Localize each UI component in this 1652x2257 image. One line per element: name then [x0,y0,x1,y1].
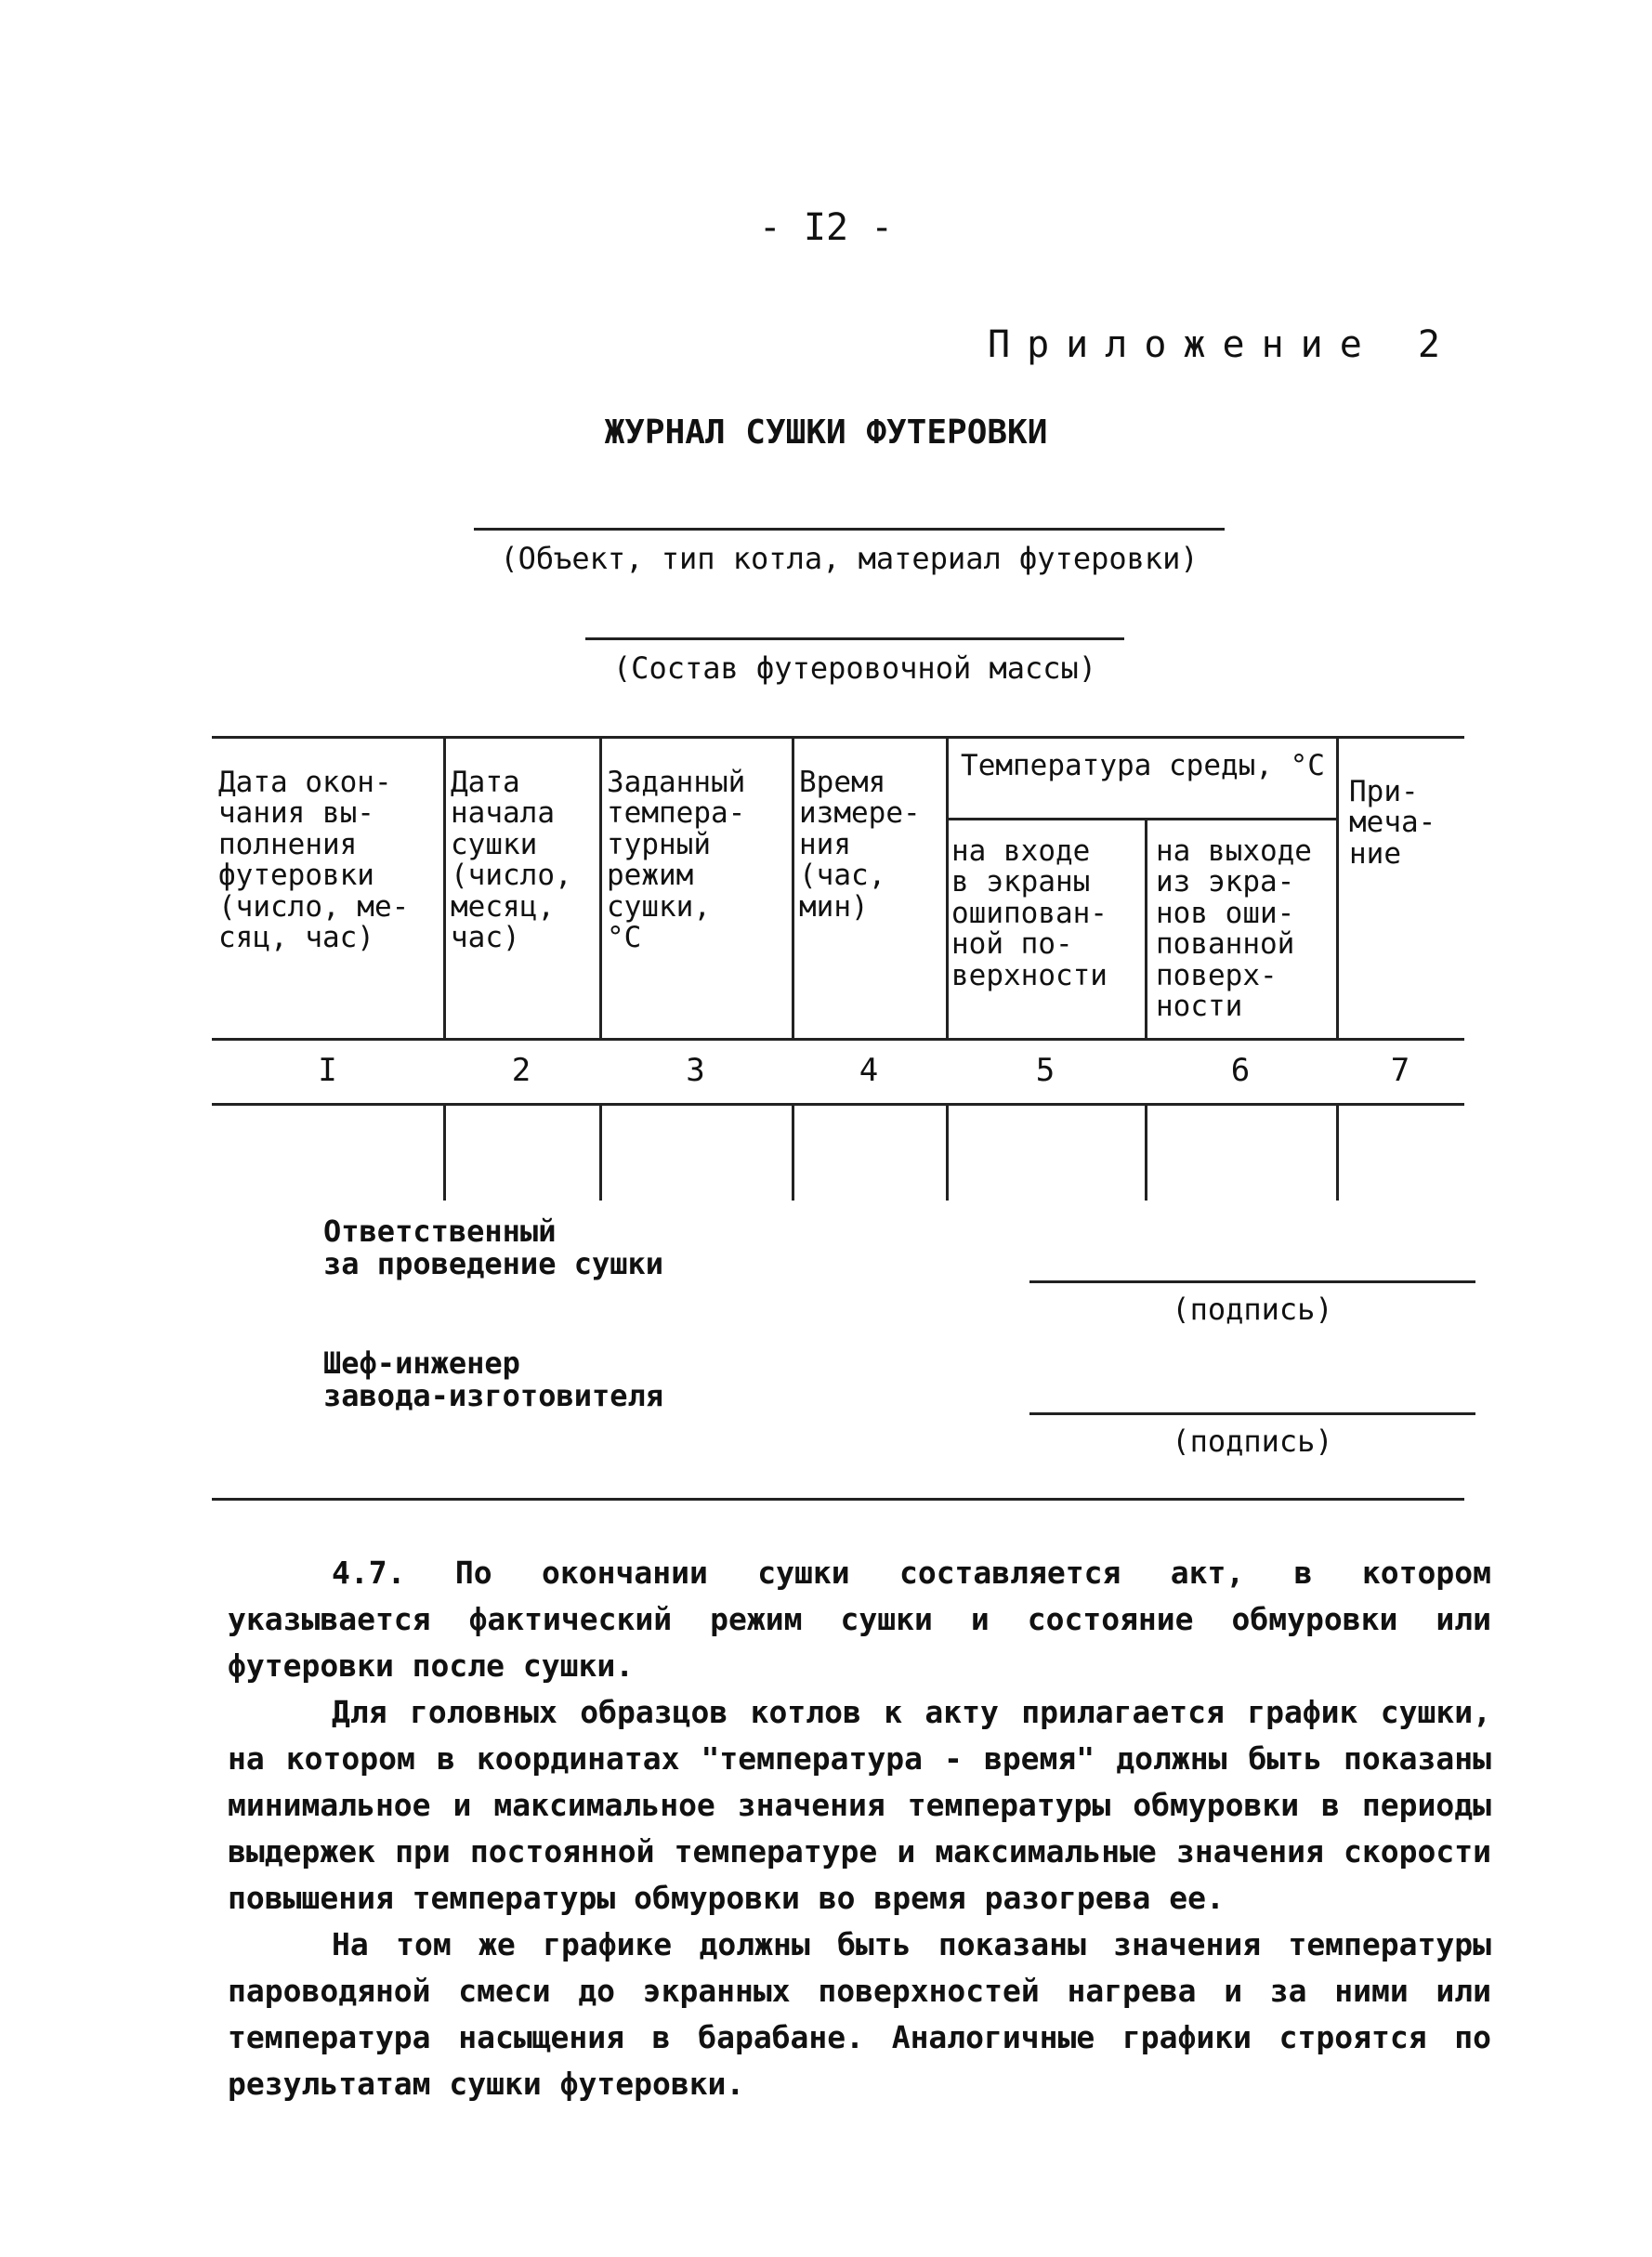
col-divider-5 [1145,820,1147,1038]
col-divider-3 [792,739,794,1038]
responsible-label: Ответственный за проведение сушки [323,1214,664,1282]
object-caption: (Объект, тип котла, материал футеровки) [500,541,1199,576]
header-col-7: При- меча- ние [1349,775,1436,871]
col-divider-4 [946,739,949,1038]
responsible-signature-line [1029,1280,1475,1283]
chief-signature-caption: (подпись) [1172,1424,1333,1459]
header-col-3: Заданный темпера- турный режим сушки, °С [607,766,746,955]
header-col-5: на входе в экраны ошипован- ной по- верхности [951,834,1108,992]
table-top-rule [212,736,1464,739]
col-number-5: 5 [1035,1052,1055,1089]
col-divider-6 [1336,739,1339,1038]
body-text [228,1550,1491,2107]
col-number-6: 6 [1230,1052,1251,1089]
mass-fill-line [585,637,1124,640]
col-number-2: 2 [511,1052,531,1089]
col-divider-1 [443,739,446,1038]
header-col-6: на выходе из экра- нов оши- пованной поверх- ности [1156,834,1312,1024]
numbers-bottom-rule [212,1103,1464,1106]
paragraph-4-7: 4.7. По окончании сушки составляется акт, в котором указывается фактический режим сушки и состояние обмуровки или футеровки после сушки. [228,1555,1491,1684]
body-divider-4 [946,1106,949,1201]
body-divider-2 [599,1106,602,1201]
col-number-3: 3 [686,1052,705,1089]
paragraph-drying-graph: Для головных образцов котлов к акту прилагается график сушки, на котором в координатах "температура - время" должны быть показаны минимальное и максимальное значения температуры обмуровки в периоды выдержек при постоянной температуре и максимальные значения скорости повышения температуры обмуровки во время разогрева ее. [228,1694,1491,1916]
paragraph-steam-water: На том же графике должны быть показаны значения температуры пароводяной смеси до экранных поверхностей нагрева и за ними или температура насыщения в барабане. Аналогичные графики строятся по результатам сушки футеровки. [228,1926,1491,2102]
object-fill-line [474,528,1225,531]
appendix-label: Приложение 2 [988,323,1457,366]
responsible-signature-caption: (подпись) [1172,1292,1333,1327]
document-title: ЖУРНАЛ СУШКИ ФУТЕРОВКИ [604,413,1048,452]
col-number-7: 7 [1390,1052,1410,1089]
body-divider-3 [792,1106,794,1201]
mass-caption: (Состав футеровочной массы) [612,650,1097,686]
body-divider-6 [1336,1106,1339,1201]
header-bottom-rule [212,1038,1464,1041]
col-number-4: 4 [859,1052,879,1089]
body-divider-1 [443,1106,446,1201]
block-bottom-rule [212,1498,1464,1501]
body-divider-5 [1145,1106,1147,1201]
col-divider-2 [599,739,602,1038]
chief-signature-line [1029,1412,1475,1415]
header-group-temperature: Температура среды, °С [961,749,1325,782]
header-col-2: Дата начала сушки (число, месяц, час) [451,766,572,955]
header-col-1: Дата окон- чания вы- полнения футеровки (число, ме- сяц, час) [218,766,410,955]
group-header-rule [946,818,1336,820]
col-number-1: I [318,1052,337,1089]
chief-engineer-label: Шеф-инженер завода-изготовителя [323,1345,664,1414]
page-number: - I2 - [758,206,894,249]
header-col-4: Время измере- ния (час, мин) [799,766,921,924]
